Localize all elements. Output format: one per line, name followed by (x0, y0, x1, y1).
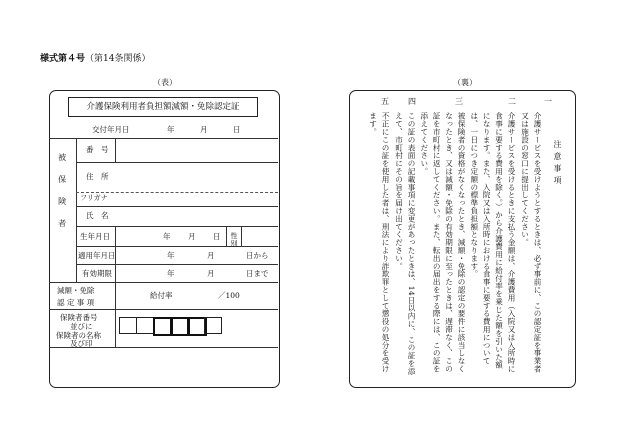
number-row-divider (115, 138, 116, 162)
row-line-birth-top (76, 226, 278, 227)
reduction-divider (115, 282, 116, 309)
issue-date-day: 日 (233, 125, 241, 134)
furigana-label: フリガナ (80, 194, 108, 202)
issue-date-year: 年 (167, 125, 175, 134)
name-label: 氏 名 (86, 211, 109, 220)
number-label: 番 号 (86, 145, 109, 154)
row-line-reduction-top (49, 282, 278, 283)
applicable-month: 月 (207, 251, 215, 260)
notice-item-1: 介護サービスを受けようとするときは、必ず事前に、この認定証を事業者又は施設の窓口に提出してください。 (520, 112, 542, 373)
benefit-rate-suffix: ／100 (218, 291, 240, 300)
insurer-label-line4: 及び印 (70, 339, 93, 348)
insurer-number-box (119, 317, 137, 334)
reduction-label-line2: 認 定 事 項 (57, 298, 95, 307)
row-line-name-top (76, 206, 278, 207)
notice-item-2: 介護サービスを受けるときに支払う金額は、介護費用（入院又は入所時に食事に要する費用を除く。）から介護費用に給付率を乗じた額を引いた額になります。また、入院又は入所時における食事に要する費用については、一日につき定額の標準負担額となります。 (469, 112, 516, 373)
birth-day: 日 (213, 232, 221, 241)
expiry-label: 有効期限 (82, 269, 112, 278)
expiry-month: 月 (207, 269, 215, 278)
form-number-label (40, 51, 150, 64)
issue-date-label: 交付年月日 (92, 125, 130, 134)
sex-label: 性別 (230, 232, 238, 248)
notice-item-number: 二 (508, 97, 516, 106)
front-side-label: （表） (153, 78, 177, 87)
form-number: 様式第４号 (40, 54, 86, 64)
back-side-label: （裏） (453, 78, 477, 87)
notice-item-number: 五 (381, 97, 389, 106)
table-top-line (49, 138, 278, 139)
certificate-title: 介護保険利用者負担額減額・免除認定証 (68, 97, 258, 117)
notice-item-number: 四 (408, 97, 416, 106)
insurer-label-line2: 並びに (70, 322, 93, 331)
expiry-year: 年 (167, 269, 175, 278)
regulation-reference: （第14条関係） (85, 54, 151, 64)
benefit-rate-label: 給付率 (150, 291, 173, 300)
insurer-number-box (204, 317, 222, 334)
insured-column-divider (76, 138, 77, 282)
row-line-insurer-top (49, 309, 278, 310)
address-label: 住 所 (86, 172, 109, 181)
applicable-year: 年 (167, 251, 175, 260)
insurer-label-line3: 保険者の名称 (56, 331, 101, 340)
birth-month: 月 (188, 232, 196, 241)
row-line-furigana (76, 192, 278, 193)
notice-item-number: 三 (455, 97, 463, 106)
insurer-number-box (136, 317, 154, 334)
birth-date-label: 生年月日 (80, 232, 110, 241)
notice-title: 注意事項 (553, 140, 562, 188)
row-line-number (76, 162, 278, 163)
notice-item-5: 不正にこの証を使用した者は、刑法により詐欺罪として懲役の処分を受けます。 (368, 112, 390, 373)
notice-item-4: この証の表面の記載事項に変更があったときは、14日以内に、この証を添えて、市町村にその旨を届け出てください。 (394, 112, 416, 376)
insurer-label-line1: 保険者番号 (60, 313, 98, 322)
sex-cell-left (226, 226, 227, 246)
expiry-until: 日まで (246, 269, 269, 278)
reduction-label-line1: 減額・免除 (57, 286, 95, 295)
notice-item-3: 被保険者の資格がなくなったとき、減額・免除の認定の要件に該当しなくなったとき、又は減額・免除の有効期限に至ったときは、遅滞なく、この証を市町村に返してください。また、転出の届出をする際には、この証を添えてください。 (419, 112, 466, 373)
issue-date-month: 月 (200, 125, 208, 134)
notice-item-number: 一 (544, 97, 552, 106)
sex-cell-right (241, 226, 242, 246)
insurer-divider (115, 309, 116, 347)
applicable-date-label: 適用年月日 (78, 251, 116, 260)
insured-person-label: 被保険者 (57, 153, 67, 241)
row-line-applicable-top (76, 246, 278, 247)
birth-year: 年 (163, 232, 171, 241)
applicable-from: 日から (246, 251, 269, 260)
row-line-expiry-top (76, 264, 278, 265)
